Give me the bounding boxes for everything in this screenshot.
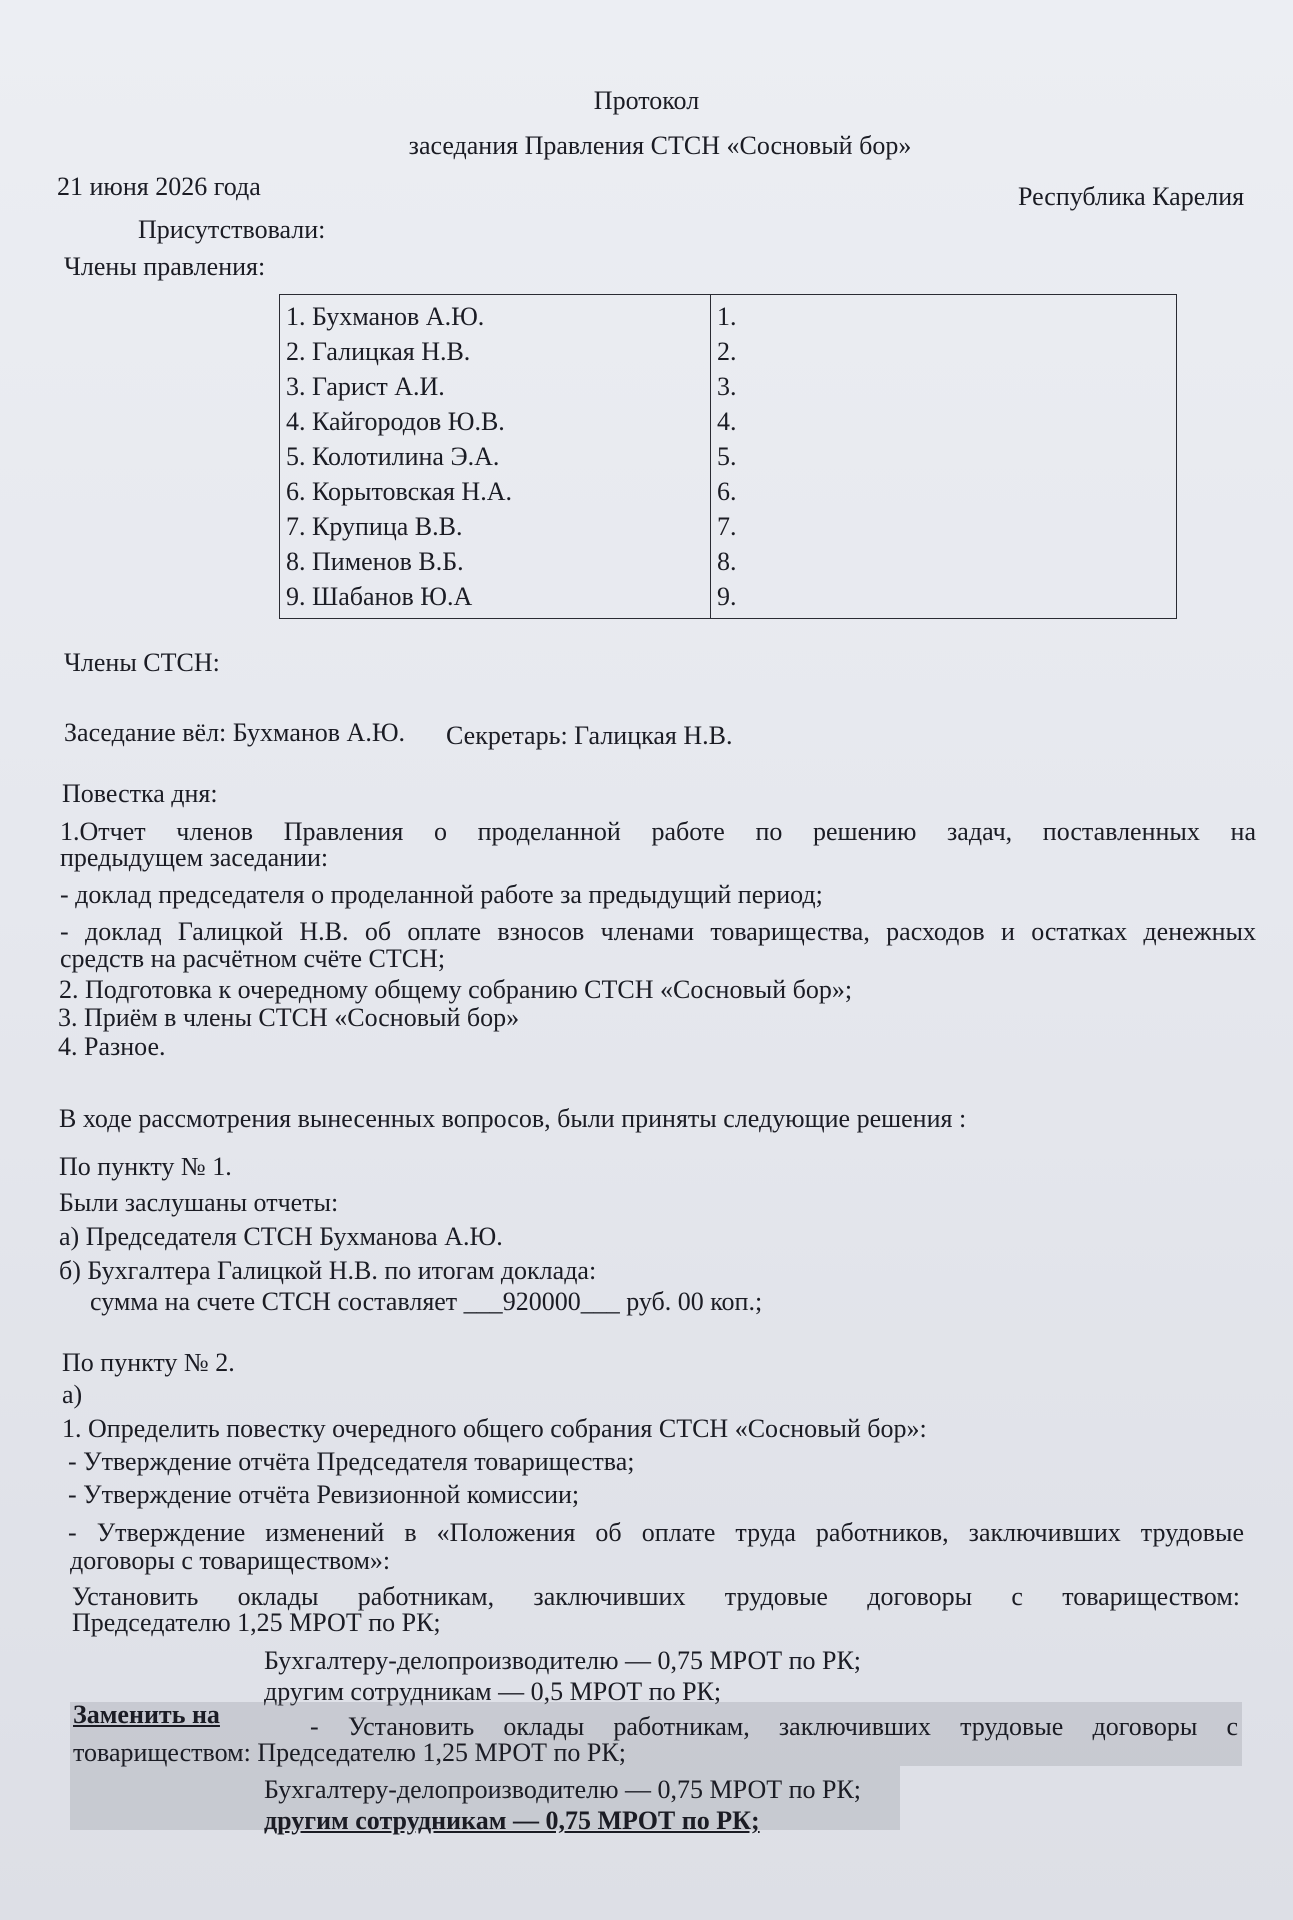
member-name: 2. Галицкая Н.В. bbox=[286, 337, 471, 366]
signature-slot: 9. bbox=[717, 582, 737, 611]
member-name: 9. Шабанов Ю.А bbox=[286, 582, 473, 611]
stsn-members-label: Члены СТСН: bbox=[64, 648, 220, 677]
signature-slot: 6. bbox=[717, 477, 737, 506]
present-label: Присутствовали: bbox=[138, 215, 326, 244]
point-1-a: а) Председателя СТСН Бухманова А.Ю. bbox=[59, 1222, 503, 1251]
point-1-label: По пункту № 1. bbox=[59, 1152, 232, 1181]
point-2-salary-chair: Председателю 1,25 МРОТ по РК; bbox=[72, 1608, 441, 1637]
agenda-item-4: 4. Разное. bbox=[58, 1032, 166, 1061]
replace-line-2-prefix: товариществом: bbox=[73, 1738, 251, 1767]
member-name: 8. Пименов В.Б. bbox=[286, 547, 464, 576]
agenda-item-1-sub-2: - доклад Галицкой Н.В. об оплате взносов членами товарищества, расходов и остатках денежных bbox=[60, 917, 1256, 946]
document-region: Республика Карелия bbox=[1018, 182, 1245, 211]
account-sum-value: 920000 bbox=[502, 1287, 581, 1316]
board-members-label: Члены правления: bbox=[64, 252, 266, 281]
signature-slot: 8. bbox=[717, 547, 737, 576]
agenda-label: Повестка дня: bbox=[62, 779, 218, 808]
point-2-line-4: - Утверждение изменений в «Положения об оплате труда работников, заключивших трудовые bbox=[68, 1518, 1244, 1547]
member-name: 6. Корытовская Н.А. bbox=[286, 477, 512, 506]
replace-line-2 bbox=[73, 1738, 626, 1768]
signature-column bbox=[711, 295, 1177, 619]
point-2-line-1: 1. Определить повестку очередного общего собрания СТСН «Сосновый бор»: bbox=[62, 1414, 927, 1443]
member-name: 3. Гарист А.И. bbox=[286, 372, 445, 401]
signature-slot: 3. bbox=[717, 372, 737, 401]
agenda-item-1-sub-1: - доклад председателя о проделанной работе за предыдущий период; bbox=[60, 880, 823, 909]
account-sum-prefix: сумма на счете СТСН составляет ___ bbox=[90, 1287, 503, 1316]
replace-line-3: Бухгалтеру-делопроизводителю — 0,75 МРОТ по РК; bbox=[264, 1775, 862, 1804]
document-title: Протокол bbox=[593, 86, 700, 115]
agenda-item-2: 2. Подготовка к очередному общему собранию СТСН «Сосновый бор»; bbox=[59, 975, 853, 1004]
replace-line-4: другим сотрудникам — 0,75 МРОТ по РК; bbox=[264, 1806, 760, 1835]
agenda-item-1-cont: предыдущем заседании: bbox=[60, 843, 329, 872]
point-1-heard: Были заслушаны отчеты: bbox=[59, 1188, 339, 1217]
replace-text: - Установить оклады работникам, заключивших трудовые договоры с bbox=[310, 1712, 1238, 1741]
replace-line-2-rest: Председателю 1,25 МРОТ по РК; bbox=[257, 1738, 626, 1767]
secretary-line: Секретарь: Галицкая Н.В. bbox=[446, 721, 733, 750]
decisions-intro: В ходе рассмотрения вынесенных вопросов, были приняты следующие решения : bbox=[59, 1104, 967, 1133]
point-2-salary-line: Установить оклады работникам, заключивших трудовые договоры с товариществом: bbox=[72, 1582, 1240, 1611]
point-2-a: а) bbox=[62, 1380, 83, 1409]
point-2-line-3: - Утверждение отчёта Ревизионной комиссии; bbox=[68, 1480, 580, 1509]
point-2-label: По пункту № 2. bbox=[62, 1348, 235, 1377]
member-name: 5. Колотилина Э.А. bbox=[286, 442, 500, 471]
member-name: 7. Крупица В.В. bbox=[286, 512, 463, 541]
signature-slot: 5. bbox=[717, 442, 737, 471]
signature-slot: 4. bbox=[717, 407, 737, 436]
account-sum-line bbox=[90, 1287, 762, 1317]
chair-line: Заседание вёл: Бухманов А.Ю. bbox=[64, 718, 406, 747]
point-2-salary-accountant: Бухгалтеру-делопроизводителю — 0,75 МРОТ по РК; bbox=[264, 1646, 862, 1675]
member-name: 1. Бухманов А.Ю. bbox=[286, 302, 485, 331]
point-2-line-4-cont: договоры с товариществом»: bbox=[70, 1546, 391, 1575]
member-names-column bbox=[280, 295, 711, 619]
point-1-b: б) Бухгалтера Галицкой Н.В. по итогам доклада: bbox=[59, 1256, 597, 1285]
signature-slot: 1. bbox=[717, 302, 737, 331]
account-sum-suffix: ___ руб. 00 коп.; bbox=[580, 1287, 763, 1316]
document-subtitle: заседания Правления СТСН «Сосновый бор» bbox=[408, 131, 912, 160]
point-2-line-2: - Утверждение отчёта Председателя товарищества; bbox=[68, 1447, 635, 1476]
board-members-table bbox=[279, 294, 1177, 619]
agenda-item-1: 1.Отчет членов Правления о проделанной работе по решению задач, поставленных на bbox=[60, 817, 1256, 846]
agenda-item-3: 3. Приём в члены СТСН «Сосновый бор» bbox=[58, 1003, 520, 1032]
signature-slot: 7. bbox=[717, 512, 737, 541]
agenda-item-1-sub-2-cont: средств на расчётном счёте СТСН; bbox=[60, 944, 446, 973]
member-name: 4. Кайгородов Ю.В. bbox=[286, 407, 505, 436]
replace-label: Заменить на bbox=[73, 1700, 220, 1729]
point-2-salary-others: другим сотрудникам — 0,5 МРОТ по РК; bbox=[264, 1677, 722, 1706]
signature-slot: 2. bbox=[717, 337, 737, 366]
document-date: 21 июня 2026 года bbox=[57, 172, 261, 201]
